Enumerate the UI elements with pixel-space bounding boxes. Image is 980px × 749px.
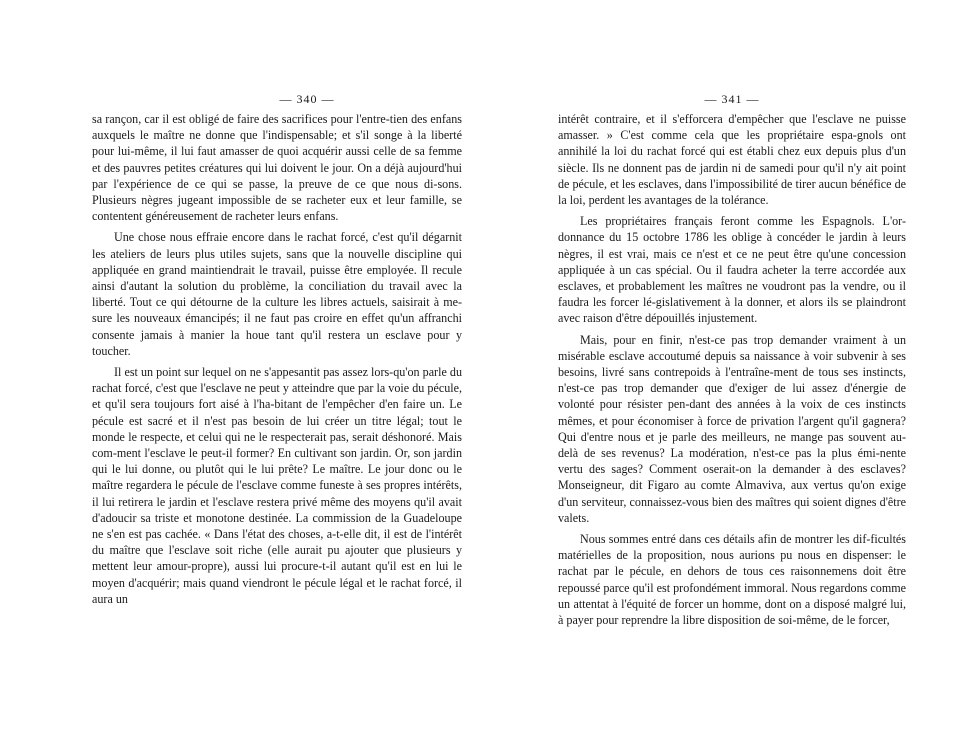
right-page-text [558, 111, 906, 628]
left-page-number: — 340 — [279, 92, 335, 106]
left-paragraph-1: sa rançon, car il est obligé de faire des sacrifices pour l'entre-tien des enfans auxquels le maître ne donne que l'indispensable; et s'il songe à la liberté pour lui-même, il lui faut amasser de quoi acquérir aussi celle de sa femme et des pauvres petites créatures qui lui doivent le jour. On a déjà aujourd'hui par l'expérience de ce qui se passe, la preuve de ce que nous di-sons. Plusieurs nègres jugeant impossible de se racheter eux et leur famille, se contentent généreusement de racheter leurs enfans. [92, 112, 462, 224]
left-paragraph-2: Une chose nous effraie encore dans le rachat forcé, c'est qu'il dégarnit les ateliers de leurs plus utiles sujets, sans que la nouvelle discipline qui appliquée en grand maintiendrait le travail, puisse être employée. Il recule ainsi d'autant la solution du problème, la conciliation du travail avec la liberté. Tout ce qui détourne de la culture les libres actuels, saisirait à me-sure les nouveaux émancipés; il ne faut pas croire en effet qu'un affranchi consente jamais à manier la houe tant qu'il restera un esclave pour y toucher. [92, 230, 462, 358]
right-paragraph-4: Nous sommes entré dans ces détails afin de montrer les dif-ficultés matérielles de la proposition, nous aurions pu nous en dispenser: le rachat par le pécule, en dehors de tous ces raisonnemens doit être repoussé parce qu'il est profondément immoral. Nous regardons comme un attentat à l'équité de forcer un homme, dont on a disposé malgré lui, à payer pour reprendre la libre disposition de soi-même, de le forcer, [558, 532, 906, 628]
left-paragraph-3: Il est un point sur lequel on ne s'appesantit pas assez lors-qu'on parle du rachat forcé, c'est que l'esclave ne peut y atteindre que par la voie du pécule, et qu'il sera toujours fort aisé à l'ha-bitant de l'empêcher d'en faire un. Le pécule est sacré et il n'est pas besoin de lui créer un titre légal; tout le monde le respecte, et celui qui ne le respecterait pas, serait déshonoré. Mais com-ment l'esclave le peut-il former? En cultivant son jardin. Or, son jardin qui le lui donne, ou plutôt qui le lui prête? Le maître. Le jour donc ou le maître regardera le pécule de l'esclave comme funeste à ses propres intérêts, il lui retirera le jardin et l'esclave restera privé même des moyens qu'il avait d'adoucir sa triste et monotone destinée. La commission de la Guadeloupe ne s'en est pas cachée. « Dans l'état des choses, a-t-elle dit, il est de l'intérêt du maître que l'esclave soit riche (elle aurait pu ajouter que plusieurs y mettent leur amour-propre), aussi lui procure-t-il autant qu'il est en lui le moyen d'acquérir; mais quand viendront le pécule légal et le rachat forcé, il aura un [92, 365, 462, 606]
left-page [92, 92, 462, 607]
right-page [558, 92, 906, 628]
left-page-text [92, 111, 462, 607]
right-page-number: — 341 — [704, 92, 760, 106]
right-paragraph-3: Mais, pour en finir, n'est-ce pas trop demander vraiment à un misérable esclave accoutumé depuis sa naissance à voir subvenir à ses besoins, livré sans contrepoids à l'entraîne-ment de tous ses instincts, n'est-ce pas trop demander que d'exiger de lui assez d'énergie de volonté pour résister pen-dant des années à la voix de ces instincts mêmes, et pour économiser à force de privation l'argent qu'il gagnera? Qui d'entre nous et je parle des meilleurs, ne mange pas souvent au-delà de ses revenus? La modération, n'est-ce pas la plus émi-nente vertu des sages? Comment oserait-on la demander à des esclaves? Monseigneur, dit Figaro au comte Almaviva, aux vertus qu'on exige d'un serviteur, connaissez-vous bien des maîtres qui soient dignes d'être valets. [558, 332, 906, 525]
right-paragraph-1: intérêt contraire, et il s'efforcera d'empêcher que l'esclave ne puisse amasser. » C'est comme cela que les propriétaire espa-gnols ont annihilé la loi du rachat forcé qui est établi chez eux depuis plus d'un siècle. Ils ne donnent pas de jardin ni de samedi pour qu'il n'y ait point de pécule, et les esclaves, dans l'impossibilité de tirer aucun bénéfice de la loi, perdent les avantages de la tolérance. [558, 112, 906, 208]
right-paragraph-2: Les propriétaires français feront comme les Espagnols. L'or-donnance du 15 octobre 1786 les oblige à concéder le jardin à leurs nègres, il est vrai, mais ce n'est et ce ne peut être qu'une concession appliquée à un cas spécial. Ou il faudra acheter la terre accordée aux esclaves, et probablement les maîtres ne voudront pas la vendre, ou il faudra les forcer lé-gislativement à la donner, et alors ils se plaindront avec raison d'être dépouillés injustement. [558, 214, 906, 326]
